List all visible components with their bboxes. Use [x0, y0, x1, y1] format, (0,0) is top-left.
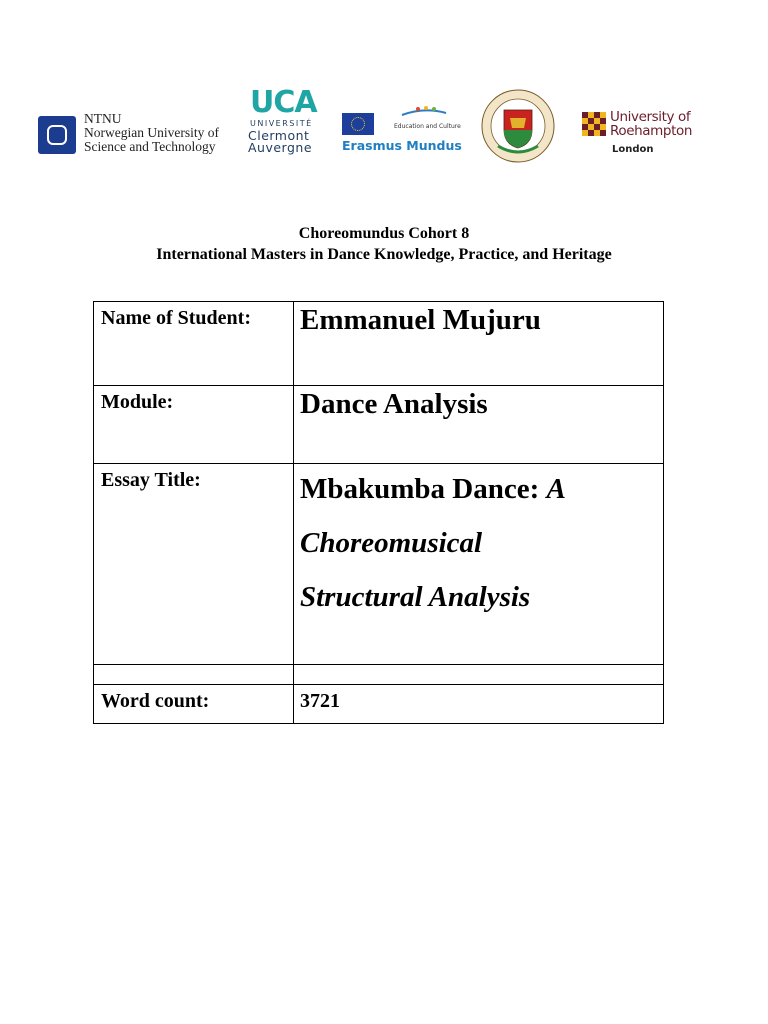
uca-line1: UNIVERSITÉ	[250, 119, 313, 128]
ntnu-text	[84, 112, 219, 154]
uca-line3: Auvergne	[248, 140, 313, 155]
word-count-value: 3721	[294, 685, 664, 724]
ntnu-abbr: NTNU	[84, 111, 122, 126]
student-name-value: Emmanuel Mujuru	[294, 302, 664, 386]
ntnu-name-line1: Norwegian University of	[84, 125, 219, 140]
ntnu-logo	[38, 112, 238, 158]
university-seal-icon	[480, 88, 556, 164]
cover-info-table	[93, 301, 664, 724]
cohort-title: Choreomundus Cohort 8	[298, 225, 470, 242]
module-value: Dance Analysis	[294, 386, 664, 464]
table-row	[94, 685, 664, 724]
erasmus-mundus-logo	[342, 105, 462, 155]
essay-title-part3: Choreomusical	[300, 527, 483, 559]
essay-title-part4: Structural Analysis	[300, 581, 531, 613]
education-culture-icon	[400, 105, 448, 119]
ntnu-mark-icon	[38, 116, 76, 154]
logo-bar	[0, 0, 768, 180]
table-row	[94, 665, 664, 685]
table-row	[94, 464, 664, 665]
essay-title-part1: Mbakumba Dance:	[300, 473, 547, 505]
erasmus-name: Erasmus Mundus	[342, 138, 462, 153]
empty-cell	[294, 665, 664, 685]
uca-mark: UCA	[250, 85, 317, 120]
roehampton-city: London	[612, 144, 654, 155]
roehampton-line2: Roehampton	[610, 123, 692, 139]
module-label: Module:	[94, 386, 294, 464]
essay-title-value	[294, 464, 664, 665]
uca-line2: Clermont	[248, 128, 310, 143]
erasmus-tagline: Education and Culture	[394, 123, 461, 130]
programme-title: International Masters in Dance Knowledge, Practice, and Heritage	[156, 246, 612, 263]
word-count-label: Word count:	[94, 685, 294, 724]
uca-logo	[248, 85, 328, 158]
eu-flag-icon	[342, 113, 374, 135]
empty-cell	[94, 665, 294, 685]
roehampton-logo	[582, 110, 712, 160]
document-header	[0, 223, 768, 265]
roehampton-crest-icon	[582, 112, 606, 136]
ntnu-name-line2: Science and Technology	[84, 139, 216, 154]
roehampton-line1: University of	[610, 109, 691, 125]
roehampton-text	[610, 110, 692, 138]
essay-title-label: Essay Title:	[94, 464, 294, 665]
uca-text	[248, 118, 328, 154]
table-row	[94, 302, 664, 386]
table-row	[94, 386, 664, 464]
essay-title-part2: A	[546, 473, 566, 505]
student-name-label: Name of Student:	[94, 302, 294, 386]
